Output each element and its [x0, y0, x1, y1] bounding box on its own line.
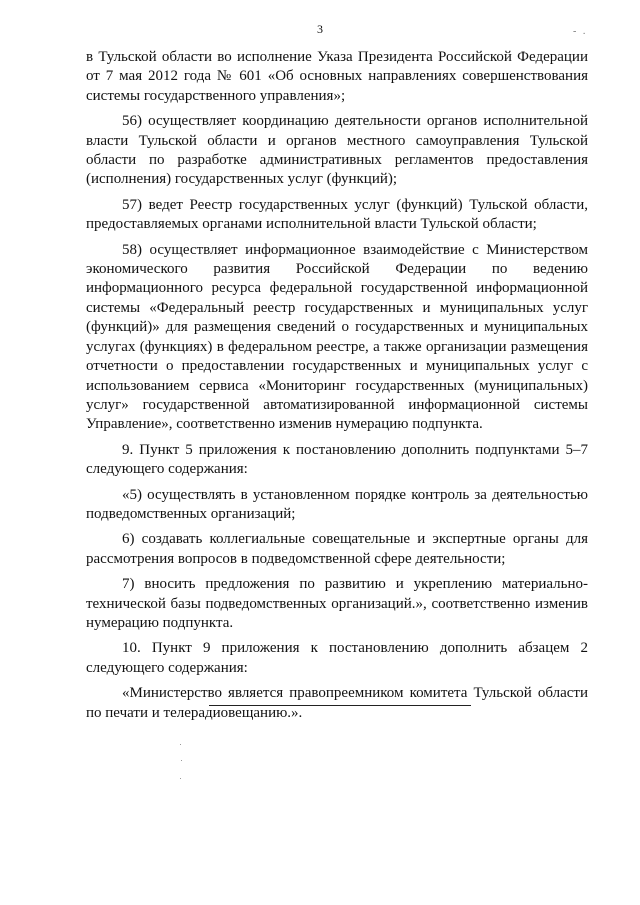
paragraph-subitem-6: 6) создавать коллегиальные совещательные и экспертные органы для рассмотрения вопросов в подведомственной сфере деятельности; [86, 531, 588, 567]
paragraph-item-58: 58) осуществляет информационное взаимодействие с Министерством экономического развития Российской Федерации по ведению информационного ресурса федеральной государственной информационной системы «Федеральный реестр государственных и муниципальных услуг (функций)» для размещения сведений о государственных и муниципальных услугах (функциях) в федеральном реестре, а также организации размещения отчетности о предоставлении государственных и муниципальных услуг с использованием сервиса «Мониторинг государственных (муниципальных) услуг» государственной автоматизированной информационной системы Управление», соответственно изменив нумерацию подпункта. [86, 241, 588, 433]
closing-separator-line [209, 705, 471, 706]
paragraph-quote-successor: «Министерство является правопреемником комитета Тульской области по печати и телерадиовещанию.». [86, 685, 588, 721]
paragraph-subitem-7: 7) вносить предложения по развитию и укреплению материально-технической базы подведомственных организаций.», соответственно изменив нумерацию подпункта. [86, 576, 588, 631]
paragraph-clause-10: 10. Пункт 9 приложения к постановлению дополнить абзацем 2 следующего содержания: [86, 640, 588, 676]
paragraph-continuation: в Тульской области во исполнение Указа Президента Российской Федерации от 7 мая 2012 года № 601 «Об основных направлениях совершенствования системы государственного управления»; [86, 49, 588, 104]
paragraph-item-57: 57) ведет Реестр государственных услуг (функций) Тульской области, предоставляемых органами исполнительной власти Тульской области; [86, 196, 588, 233]
scan-speck [180, 778, 181, 779]
corner-scan-mark: - . [573, 26, 588, 37]
paragraph-subitem-5: «5) осуществлять в установленном порядке контроль за деятельностью подведомственных организаций; [86, 486, 588, 522]
scan-speck [181, 760, 182, 761]
document-body [86, 48, 588, 723]
paragraph-item-56: 56) осуществляет координацию деятельности органов исполнительной власти Тульской области и органов местного самоуправления Тульской области по разработке административных регламентов предоставления (исполнения) государственных услуг (функций); [86, 113, 588, 188]
page-number: 3 [317, 22, 323, 36]
paragraph-clause-9: 9. Пункт 5 приложения к постановлению дополнить подпунктами 5–7 следующего содержания: [86, 441, 588, 478]
scan-speck [180, 744, 181, 745]
